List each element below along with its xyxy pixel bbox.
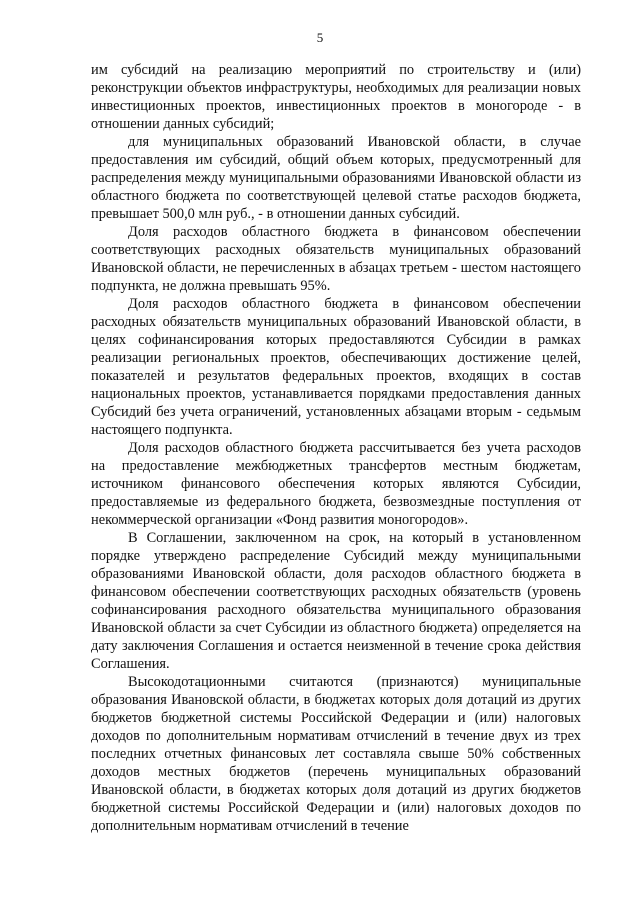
paragraph: для муниципальных образований Ивановской области, в случае предоставления им субсидий, общий объем которых, предусмотренный для распределения между муниципальными образованиями Ивановской области из областного бюджета по соответствующей целевой статье расходов бюджета, превышает 500,0 млн руб., - в отношении данных субсидий. <box>91 134 581 222</box>
paragraph: Доля расходов областного бюджета в финансовом обеспечении соответствующих расходных обязательств муниципальных образований Ивановской области, не перечисленных в абзацах третьем - шестом настоящего подпункта, не должна превышать 95%. <box>91 224 581 294</box>
page-number: 5 <box>316 30 324 45</box>
paragraph: Высокодотационными считаются (признаются) муниципальные образования Ивановской области, в бюджетах которых доля дотаций из других бюджетов бюджетной системы Российской Федерации и (или) налоговых доходов по дополнительным нормативам отчислений в течение двух из трех последних отчетных финансовых лет составляла свыше 50% собственных доходов местных бюджетов (перечень муниципальных образований Ивановской области, в бюджетах которых доля дотаций из других бюджетов бюджетной системы Российской Федерации и (или) налоговых доходов по дополнительным нормативам отчислений в течение <box>91 674 581 834</box>
document-body <box>91 61 581 835</box>
paragraph-continuation: им субсидий на реализацию мероприятий по строительству и (или) реконструкции объектов инфраструктуры, необходимых для реализации новых инвестиционных проектов, инвестиционных проектов в моногороде - в отношении данных субсидий; <box>91 62 581 132</box>
paragraph: Доля расходов областного бюджета в финансовом обеспечении расходных обязательств муниципальных образований Ивановской области, в целях софинансирования которых предоставляются Субсидии в рамках реализации региональных проектов, обеспечивающих достижение целей, показателей и результатов федеральных проектов, входящих в состав национальных проектов, устанавливается порядками предоставления данных Субсидий без учета ограничений, установленных абзацами вторым - седьмым настоящего подпункта. <box>91 296 581 438</box>
paragraph: Доля расходов областного бюджета рассчитывается без учета расходов на предоставление межбюджетных трансфертов местным бюджетам, источником финансового обеспечения которых являются Субсидии, предоставляемые из федерального бюджета, безвозмездные поступления от некоммерческой организации «Фонд развития моногородов». <box>91 440 581 528</box>
paragraph: В Соглашении, заключенном на срок, на который в установленном порядке утверждено распределение Субсидий между муниципальными образованиями Ивановской области, доля расходов областного бюджета в финансовом обеспечении соответствующих расходных обязательств (уровень софинансирования расходного обязательства муниципального образования Ивановской области за счет Субсидии из областного бюджета) определяется на дату заключения Соглашения и остается неизменной в течение срока действия Соглашения. <box>91 530 581 672</box>
